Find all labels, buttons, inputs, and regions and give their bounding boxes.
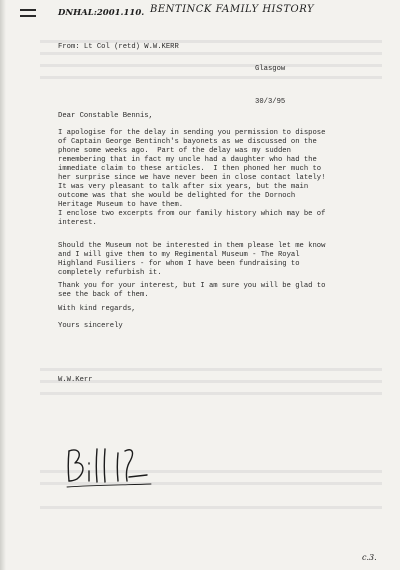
show-through (40, 76, 382, 79)
corner-note: c.3. (362, 553, 377, 562)
body-line: I enclose two excerpts from our family history which may be of (58, 210, 326, 218)
page-edge-shadow (0, 0, 6, 570)
show-through (40, 392, 382, 395)
body-line: Heritage Museum to have them. (58, 201, 184, 209)
show-through (40, 64, 382, 67)
body-line: Highland Fusiliers - for whom I have been fundraising to (58, 260, 300, 268)
margin-dash (20, 15, 36, 17)
body-line: remembering that in fact my uncle had a daughter who had the (58, 156, 317, 164)
body-line: immediate claim to these articles. I then phoned her much to (58, 165, 322, 173)
body-line: I apologise for the delay in sending you permission to dispose (58, 129, 326, 137)
body-line: phone some weeks ago. Part of the delay was my sudden (58, 147, 291, 155)
salutation: Dear Constable Bennis, (58, 112, 153, 120)
body-line: completely refurbish it. (58, 269, 162, 277)
typed-name: W.W.Kerr (58, 376, 93, 384)
body-line: Should the Museum not be interested in them please let me know (58, 242, 326, 250)
body-line: see the back of them. (58, 291, 149, 299)
closing-sincerely: Yours sincerely (58, 322, 123, 330)
sender-place: Glasgow (255, 65, 286, 73)
accession-reference: DNHAL:2001.110. (58, 8, 145, 18)
letter-date: 30/3/95 (255, 98, 286, 106)
show-through (40, 506, 382, 509)
margin-dash (20, 9, 36, 11)
show-through (40, 368, 382, 371)
handwritten-signature (63, 441, 173, 491)
body-line: her surprise since we have never been in close contact lately! (58, 174, 326, 182)
body-line: of Captain George Bentinch's bayonets as we discussed on the (58, 138, 317, 146)
body-line: Thank you for your interest, but I am sure you will be glad to (58, 282, 326, 290)
closing-regards: With kind regards, (58, 305, 136, 313)
body-line: and I will give them to my Regimental Museum - The Royal (58, 251, 300, 259)
body-line: outcome was that she would be delighted for the Dornoch (58, 192, 296, 200)
show-through (40, 52, 382, 55)
body-line: It was very pleasant to talk after six years, but the main (58, 183, 309, 191)
body-line: interest. (58, 219, 97, 227)
sender-line: From: Lt Col (retd) W.W.KERR (58, 43, 179, 51)
handwritten-title: BENTINCK FAMILY HISTORY (150, 4, 315, 15)
